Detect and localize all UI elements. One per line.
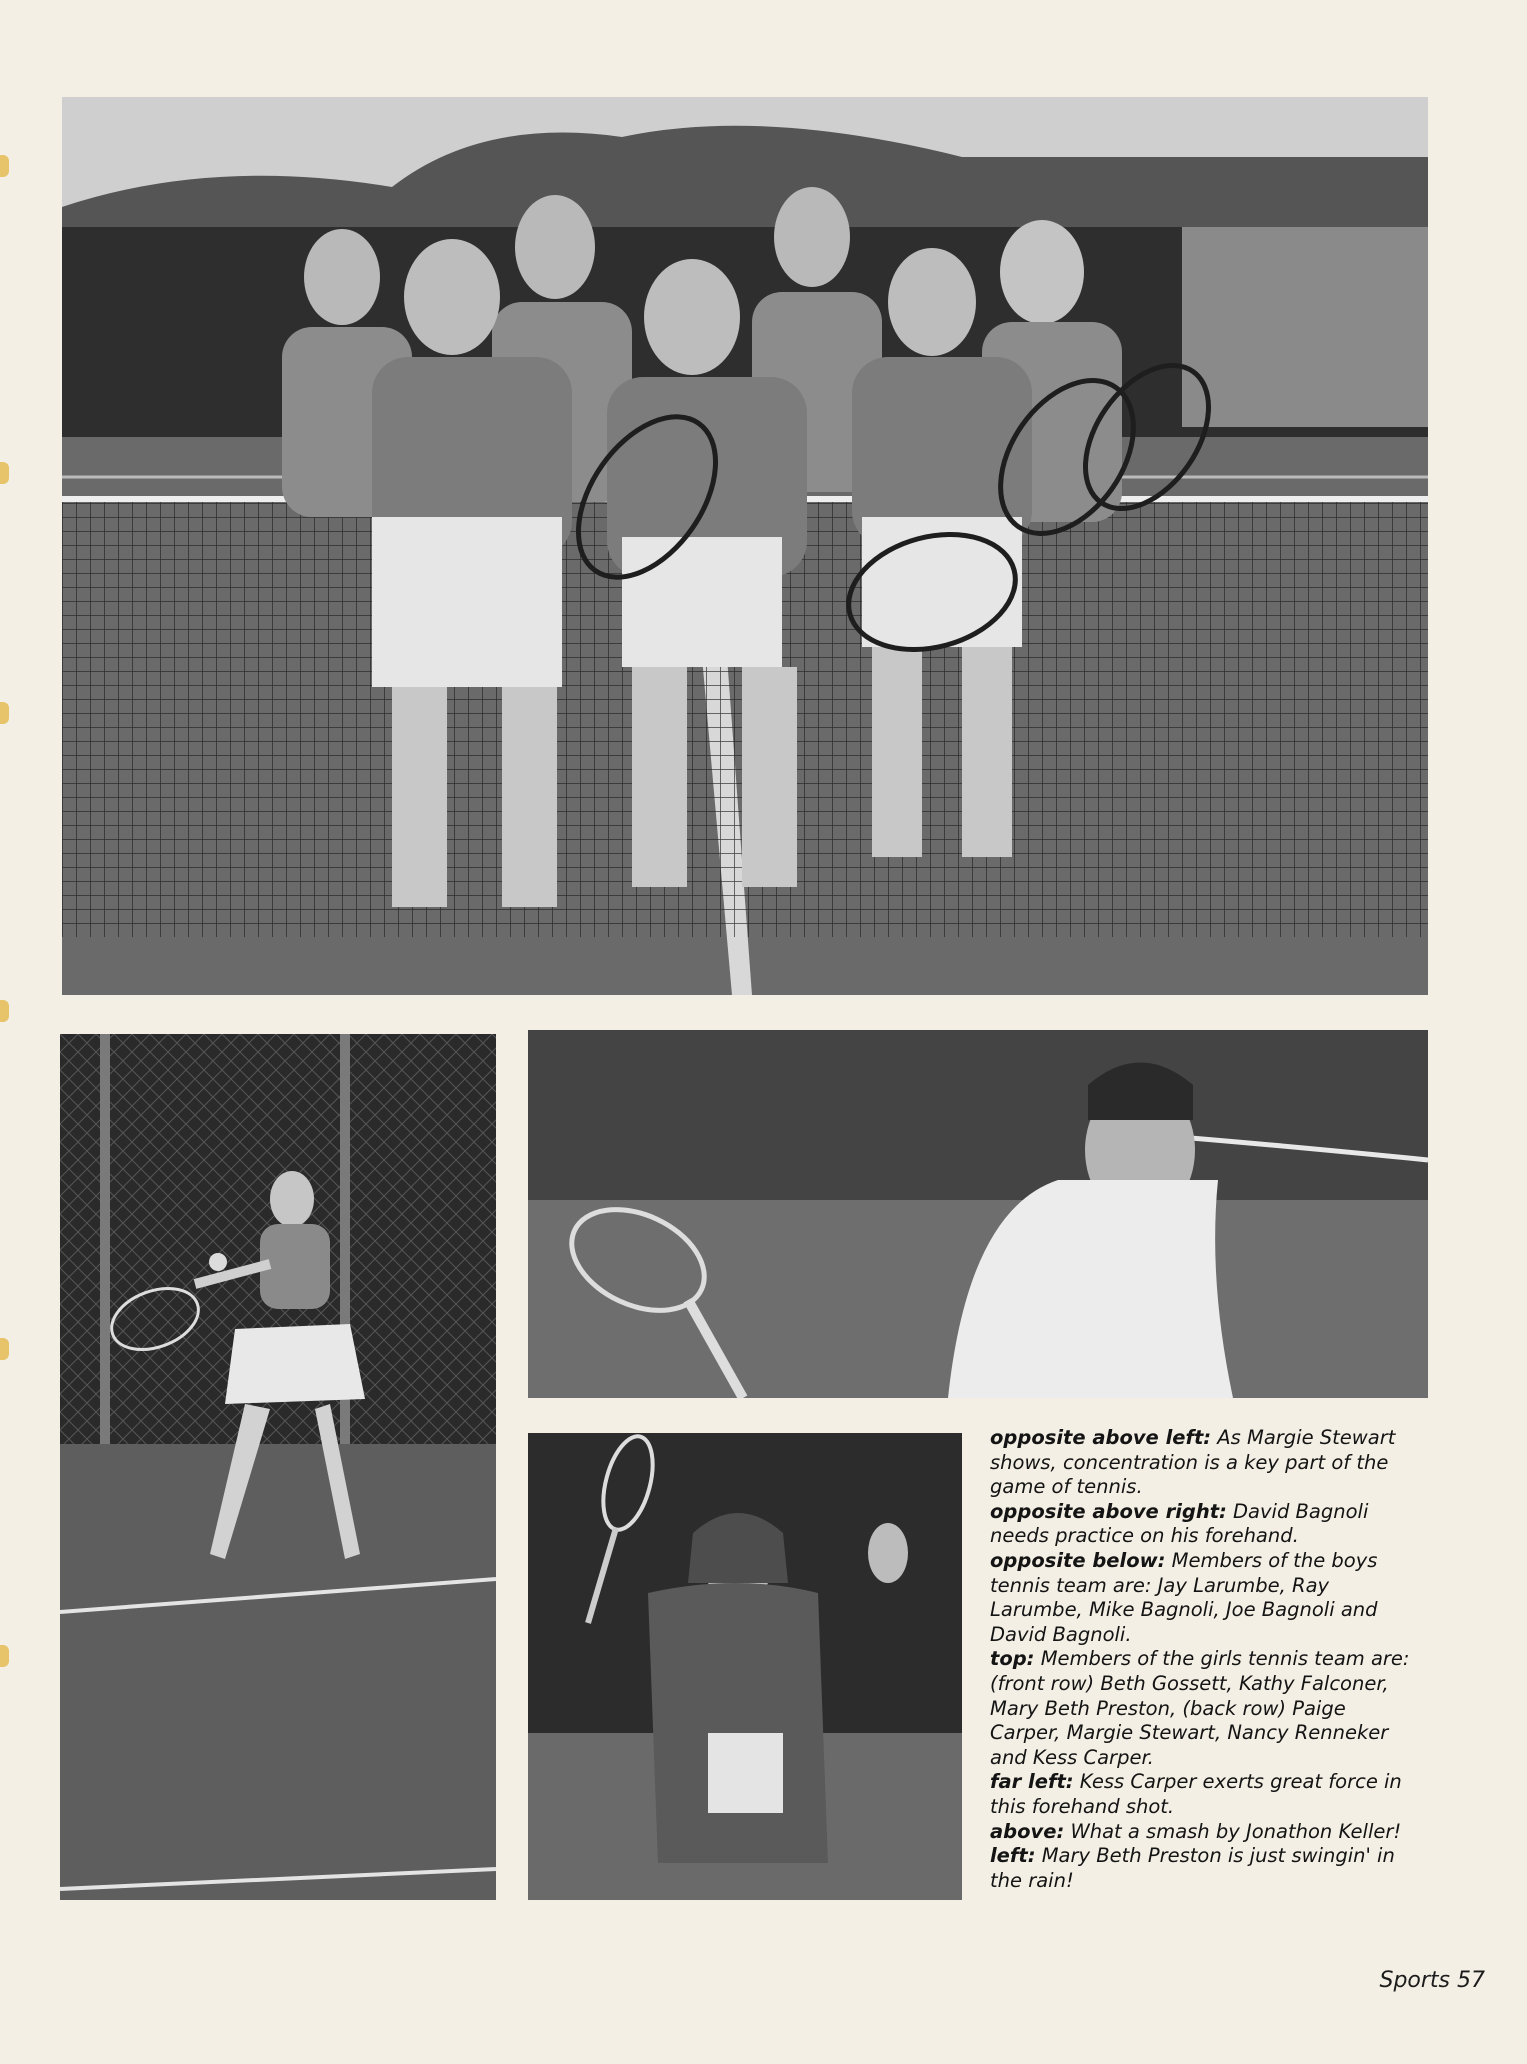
caption-top	[990, 1647, 1410, 1770]
binding-hole	[0, 1000, 9, 1022]
forehand-photo	[60, 1034, 496, 1900]
smash-photo-image	[528, 1030, 1428, 1398]
caption-opposite-below	[990, 1549, 1410, 1647]
caption-label: left:	[990, 1844, 1036, 1868]
binding-hole	[0, 155, 9, 177]
caption-above	[990, 1820, 1410, 1845]
binding-hole	[0, 1338, 9, 1360]
caption-label: opposite above left:	[990, 1426, 1212, 1449]
rain-photo-image	[528, 1433, 962, 1900]
rain-photo	[528, 1433, 962, 1900]
caption-opposite-above-left	[990, 1426, 1410, 1500]
caption-text: As Margie Stewart shows, concentration is a key part of the game of tennis.	[990, 1426, 1396, 1499]
caption-text: Members of the girls tennis team are: (front row) Beth Gossett, Kathy Falconer, Mary Beth Preston, (back row) Paige Carper, Margie Stewart, Nancy Renneker and Kess Carper.	[990, 1647, 1410, 1769]
caption-text: Members of the boys tennis team are: Jay Larumbe, Ray Larumbe, Mike Bagnoli, Joe Bagnoli and David Bagnoli.	[990, 1548, 1378, 1646]
forehand-photo-image	[60, 1034, 496, 1900]
caption-text: David Bagnoli needs practice on his forehand.	[990, 1499, 1369, 1548]
binding-hole	[0, 462, 9, 484]
team-photo	[62, 97, 1428, 995]
caption-label: top:	[990, 1647, 1035, 1671]
caption-text: Mary Beth Preston is just swingin' in the rain!	[990, 1844, 1395, 1892]
caption-opposite-above-right	[990, 1500, 1410, 1549]
caption-text: What a smash by Jonathon Keller!	[1070, 1819, 1402, 1843]
caption-label: opposite below:	[990, 1548, 1166, 1572]
photo-captions	[990, 1426, 1410, 1893]
smash-photo	[528, 1030, 1428, 1398]
caption-text: Kess Carper exerts great force in this forehand shot.	[990, 1770, 1402, 1818]
binding-hole	[0, 1645, 9, 1667]
binding-hole	[0, 702, 9, 724]
caption-label: opposite above right:	[990, 1499, 1227, 1523]
caption-far-left	[990, 1770, 1410, 1819]
caption-label: above:	[990, 1819, 1065, 1843]
team-photo-image	[62, 97, 1428, 995]
caption-left	[990, 1844, 1410, 1893]
caption-label: far left:	[990, 1770, 1074, 1794]
page-folio: Sports 57	[1379, 1968, 1485, 1993]
